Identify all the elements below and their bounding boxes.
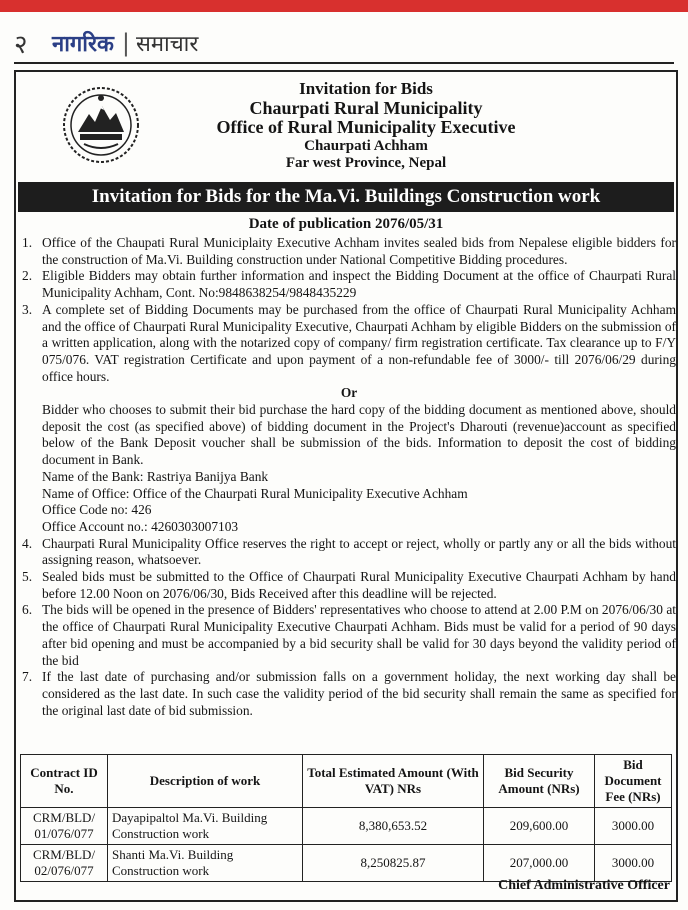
amount-cell: 8,380,653.52: [303, 808, 484, 845]
contract-id-cell: CRM/BLD/ 02/076/077: [21, 845, 108, 882]
clause-2: [22, 268, 676, 301]
clause-text: If the last date of purchasing and/or submission falls on a government holiday, the next working day shall be considered as the last date. In such case the validity period of the bid security shall remain the same as specified for the original last date of bid submission.: [42, 669, 676, 718]
clause-6: [22, 602, 676, 669]
publication-date: Date of publication 2076/05/31: [248, 216, 444, 232]
or-separator: Or: [340, 385, 358, 401]
clause-5: [22, 569, 676, 602]
government-emblem-icon: [62, 86, 140, 164]
masthead-rule: [14, 62, 674, 64]
office-location: Chaurpati Achham: [304, 138, 428, 155]
header-description: Description of work: [108, 755, 303, 808]
newspaper-masthead: [14, 26, 198, 60]
page-number: २: [14, 30, 28, 60]
bank-deposit-instructions: [22, 402, 676, 536]
masthead-separator: |: [121, 29, 130, 57]
signatory: Chief Administrative Officer: [498, 878, 670, 893]
table-row: [21, 845, 672, 882]
notice-banner: Invitation for Bids for the Ma.Vi. Buildings Construction work: [18, 182, 674, 212]
security-cell: 207,000.00: [484, 845, 595, 882]
clause-number: 1.: [22, 235, 33, 250]
clause-3: [22, 302, 676, 386]
header-contract-id: Contract ID No.: [21, 755, 108, 808]
clause-number: 7.: [22, 669, 33, 685]
clause-number: 5.: [22, 569, 33, 585]
municipality-name: Chaurpati Rural Municipality: [249, 97, 483, 118]
header-estimated-amount: Total Estimated Amount (With VAT) NRs: [303, 755, 484, 808]
header-document-fee: Bid Document Fee (NRs): [595, 755, 672, 808]
section-name: समाचार: [135, 32, 199, 57]
clause-number: 3.: [22, 301, 33, 317]
clause-text: Eligible Bidders may obtain further information and inspect the Bidding Document at the office of Chaurpati Rural Municipality Achham, Cont. No:9848638254/9848435229: [42, 268, 676, 301]
clause-text: A complete set of Bidding Documents may be purchased from the office of Chaurpati Rural Municipality Achham and the office of Chaurpati Rural Municipality Executive, Chaurpati Achham by eligible Bidders on the submission of a written application, along with the notarized copy of company/ firm registration certificate. Tax clearance up to F/Y 075/076. VAT registration Certificate and upon payment of a non-refundable fee of 3000/- till 2076/06/29 during office hours.: [42, 301, 676, 384]
bid-details-table: [20, 754, 672, 882]
fee-cell: 3000.00: [595, 808, 672, 845]
clause-1: [22, 235, 676, 268]
notice-title: Invitation for Bids: [299, 79, 433, 98]
clause-4: [22, 536, 676, 569]
clause-7: [22, 669, 676, 719]
newspaper-top-bar: [0, 0, 688, 12]
clause-number: 6.: [22, 602, 33, 618]
contract-id-cell: CRM/BLD/ 01/076/077: [21, 808, 108, 845]
clause-text: Sealed bids must be submitted to the Office of Chaurpati Rural Municipality Executive Chaurpati Achham by hand before 12.00 Noon on 2076/06/30, Bids Received after this deadline will be rejected.: [42, 569, 676, 601]
or-paragraph: Bidder who chooses to submit their bid purchase the hard copy of the bidding document as mentioned above, should deposit the cost (as specified above) of bidding document in the Project's Dharouti (revenue)account as specified below of the Bank Deposit voucher shall be submission of the bids. Information to deposit the cost of bidding document in Bank.: [42, 402, 676, 468]
bank-office-code: Office Code no: 426: [42, 502, 152, 518]
bank-name: Name of the Bank: Rastriya Banijya Bank: [42, 468, 269, 484]
bid-notice-advertisement: [14, 70, 678, 902]
table-row: [21, 808, 672, 845]
office-name: Office of Rural Municipality Executive: [216, 117, 516, 138]
table-header-row: [21, 755, 672, 808]
paper-name: नागरिक: [52, 32, 114, 57]
clause-text: Office of the Chaupati Rural Municiplaity Executive Achham invites sealed bids from Nepalese eligible bidders for the construction of Ma.Vi. Building construction under National Competitive Bidding procedures.: [42, 235, 676, 267]
header-bid-security: Bid Security Amount (NRs): [484, 755, 595, 808]
clause-number: 2.: [22, 268, 33, 284]
security-cell: 209,600.00: [484, 808, 595, 845]
bank-office-name: Name of Office: Office of the Chaurpati Rural Municipality Executive Achham: [42, 485, 468, 501]
description-cell: Shanti Ma.Vi. Building Construction work: [108, 845, 303, 882]
fee-cell: 3000.00: [595, 845, 672, 882]
notice-header: [146, 80, 586, 171]
province-name: Far west Province, Nepal: [285, 154, 447, 171]
bank-office-account: Office Account no.: 4260303007103: [42, 518, 239, 534]
notice-body: [22, 235, 676, 719]
description-cell: Dayapipaltol Ma.Vi. Building Construction work: [108, 808, 303, 845]
clause-text: Chaurpati Rural Municipality Office reserves the right to accept or reject, wholly or partly any or all the bids without assigning reason, whatsoever.: [42, 535, 676, 568]
clause-number: 4.: [22, 535, 33, 551]
amount-cell: 8,250825.87: [303, 845, 484, 882]
clause-text: The bids will be opened in the presence of Bidders' representatives who choose to attend at 2.00 P.M on 2076/06/30 at the office of Chaurpati Rural Municipality Executive Chaurpati Achham. Bids must be valid for a period of 90 days after bid opening and must be accompanied by a bid security shall be valid for 30 days beyond the validity period of the bid: [42, 602, 676, 668]
